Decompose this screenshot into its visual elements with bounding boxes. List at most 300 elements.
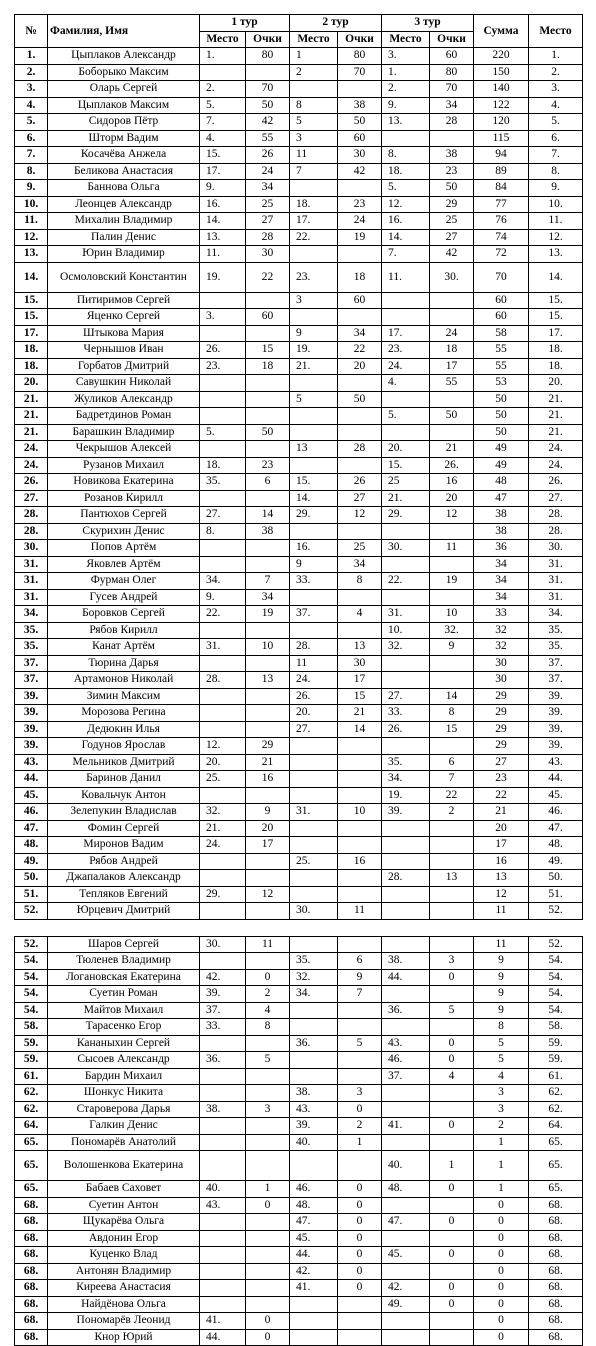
row-number: 6.	[15, 130, 48, 147]
tour2-points: 38	[338, 97, 382, 114]
final-place: 31.	[529, 556, 583, 573]
tour1-place: 19.	[200, 262, 246, 292]
tour3-points: 19	[430, 573, 474, 590]
tour1-points: 4	[246, 1002, 290, 1019]
tour2-points: 9	[338, 969, 382, 986]
tour3-points	[430, 589, 474, 606]
tour2-points	[338, 1296, 382, 1313]
participant-name: Майтов Михаил	[48, 1002, 200, 1019]
total-sum: 84	[474, 180, 529, 197]
tour1-place: 37.	[200, 1002, 246, 1019]
tour3-points: 10	[430, 606, 474, 623]
row-number: 14.	[15, 262, 48, 292]
tour1-points: 20	[246, 820, 290, 837]
tour1-points: 9	[246, 804, 290, 821]
total-sum: 94	[474, 147, 529, 164]
row-number: 18.	[15, 358, 48, 375]
tour2-points	[338, 886, 382, 903]
page-break	[14, 920, 582, 936]
table-row	[15, 292, 583, 309]
tour1-points: 25	[246, 196, 290, 213]
tour1-points: 0	[246, 1197, 290, 1214]
total-sum: 77	[474, 196, 529, 213]
tour3-place: 17.	[382, 325, 430, 342]
tour1-place	[200, 1134, 246, 1151]
tour3-points	[430, 738, 474, 755]
tour2-place: 16.	[290, 540, 338, 557]
tour2-place	[290, 523, 338, 540]
row-number: 59.	[15, 1052, 48, 1069]
total-sum: 89	[474, 163, 529, 180]
row-number: 58.	[15, 1019, 48, 1036]
tour2-place: 39.	[290, 1118, 338, 1135]
total-sum: 21	[474, 804, 529, 821]
tour1-place	[200, 1085, 246, 1102]
tour1-points: 14	[246, 507, 290, 524]
total-sum: 36	[474, 540, 529, 557]
table-row	[15, 771, 583, 788]
tour3-place	[382, 672, 430, 689]
participant-name: Авдонин Егор	[48, 1230, 200, 1247]
tour3-points: 6	[430, 754, 474, 771]
results-table-continued	[14, 936, 583, 1346]
tour2-place	[290, 309, 338, 326]
total-sum: 34	[474, 589, 529, 606]
tour3-place: 24.	[382, 358, 430, 375]
table-row	[15, 1181, 583, 1198]
tour3-points: 0	[430, 1247, 474, 1264]
participant-name: Мельников Дмитрий	[48, 754, 200, 771]
tour3-place: 23.	[382, 342, 430, 359]
tour2-points: 7	[338, 986, 382, 1003]
row-number: 52.	[15, 903, 48, 920]
tour1-place: 32.	[200, 804, 246, 821]
final-place: 34.	[529, 606, 583, 623]
tour3-points: 28	[430, 114, 474, 131]
tour1-place: 1.	[200, 48, 246, 65]
final-place: 21.	[529, 391, 583, 408]
participant-name: Щукарёва Ольга	[48, 1214, 200, 1231]
participant-name: Суетин Антон	[48, 1197, 200, 1214]
tour3-points	[430, 837, 474, 854]
tour2-place: 26.	[290, 688, 338, 705]
final-place: 14.	[529, 262, 583, 292]
participant-name: Питиримов Сергей	[48, 292, 200, 309]
tour2-points	[338, 81, 382, 98]
table-row	[15, 903, 583, 920]
row-number: 37.	[15, 655, 48, 672]
tour1-points: 70	[246, 81, 290, 98]
participant-name: Шторм Вадим	[48, 130, 200, 147]
tour3-points: 9	[430, 639, 474, 656]
tour1-place	[200, 705, 246, 722]
tour1-place	[200, 655, 246, 672]
total-sum: 48	[474, 474, 529, 491]
tour2-points: 34	[338, 325, 382, 342]
tour2-place	[290, 457, 338, 474]
table-row	[15, 375, 583, 392]
tour3-place: 32.	[382, 639, 430, 656]
tour3-points	[430, 1019, 474, 1036]
final-place: 45.	[529, 787, 583, 804]
table-row	[15, 1230, 583, 1247]
row-number: 20.	[15, 375, 48, 392]
tour2-place	[290, 1052, 338, 1069]
final-place: 12.	[529, 229, 583, 246]
tour1-points	[246, 64, 290, 81]
tour1-place	[200, 622, 246, 639]
tour1-points: 12	[246, 886, 290, 903]
final-place: 31.	[529, 573, 583, 590]
tour2-points	[338, 408, 382, 425]
tour3-place: 13.	[382, 114, 430, 131]
row-number: 8.	[15, 163, 48, 180]
table-row	[15, 1002, 583, 1019]
tour3-points: 26.	[430, 457, 474, 474]
table-row	[15, 81, 583, 98]
final-place: 68.	[529, 1313, 583, 1330]
tour2-place: 23.	[290, 262, 338, 292]
tour2-place: 20.	[290, 705, 338, 722]
tour2-place: 1	[290, 48, 338, 65]
tour3-place	[382, 1019, 430, 1036]
table-row	[15, 540, 583, 557]
tour2-place	[290, 622, 338, 639]
participant-name: Тарасенко Егор	[48, 1019, 200, 1036]
participant-name: Барашкин Владимир	[48, 424, 200, 441]
participant-name: Джапалаков Александр	[48, 870, 200, 887]
total-sum: 0	[474, 1263, 529, 1280]
tour1-points: 0	[246, 969, 290, 986]
final-place: 28.	[529, 523, 583, 540]
tour3-points: 60	[430, 48, 474, 65]
tour1-points: 50	[246, 424, 290, 441]
table-row	[15, 837, 583, 854]
tour1-points: 5	[246, 1052, 290, 1069]
tour1-points: 55	[246, 130, 290, 147]
tour2-points: 12	[338, 507, 382, 524]
tour1-points: 30	[246, 246, 290, 263]
tour3-place: 1.	[382, 64, 430, 81]
row-number: 68.	[15, 1197, 48, 1214]
tour3-points	[430, 556, 474, 573]
tour1-points	[246, 1151, 290, 1181]
tour1-points: 10	[246, 639, 290, 656]
tour2-place: 40.	[290, 1134, 338, 1151]
total-sum: 3	[474, 1085, 529, 1102]
tour2-place: 21.	[290, 358, 338, 375]
total-sum: 34	[474, 556, 529, 573]
table-row	[15, 64, 583, 81]
participant-name: Куценко Влад	[48, 1247, 200, 1264]
tour2-points	[338, 1068, 382, 1085]
final-place: 39.	[529, 688, 583, 705]
total-sum: 13	[474, 870, 529, 887]
tour2-points: 0	[338, 1101, 382, 1118]
tour2-place: 9	[290, 325, 338, 342]
row-number: 5.	[15, 114, 48, 131]
participant-name: Леонцев Александр	[48, 196, 200, 213]
total-sum: 76	[474, 213, 529, 230]
table-row	[15, 573, 583, 590]
table-row	[15, 556, 583, 573]
tour2-place	[290, 246, 338, 263]
tour3-points: 14	[430, 688, 474, 705]
total-sum: 0	[474, 1230, 529, 1247]
tour3-place	[382, 820, 430, 837]
tour2-place	[290, 1151, 338, 1181]
tour2-place	[290, 375, 338, 392]
final-place: 7.	[529, 147, 583, 164]
tour3-points	[430, 523, 474, 540]
table-row	[15, 1263, 583, 1280]
table-row	[15, 1085, 583, 1102]
tour3-points: 0	[430, 1118, 474, 1135]
tour2-points: 60	[338, 292, 382, 309]
tour2-points: 80	[338, 48, 382, 65]
tour3-place	[382, 523, 430, 540]
tour2-points	[338, 457, 382, 474]
row-number: 68.	[15, 1263, 48, 1280]
table-row	[15, 622, 583, 639]
final-place: 46.	[529, 804, 583, 821]
tour1-place	[200, 490, 246, 507]
tour2-place: 2	[290, 64, 338, 81]
table-row	[15, 1151, 583, 1181]
row-number: 43.	[15, 754, 48, 771]
total-sum: 0	[474, 1329, 529, 1346]
tour1-points: 18	[246, 358, 290, 375]
row-number: 31.	[15, 573, 48, 590]
participant-name: Пантюхов Сергей	[48, 507, 200, 524]
tour2-points	[338, 309, 382, 326]
tour2-place: 19.	[290, 342, 338, 359]
tour2-points: 27	[338, 490, 382, 507]
tour3-points: 1	[430, 1151, 474, 1181]
table-row	[15, 870, 583, 887]
tour2-points: 10	[338, 804, 382, 821]
row-number: 68.	[15, 1280, 48, 1297]
participant-name: Антонян Владимир	[48, 1263, 200, 1280]
final-place: 2.	[529, 64, 583, 81]
tour3-place	[382, 837, 430, 854]
tour2-points	[338, 1019, 382, 1036]
tour1-points	[246, 705, 290, 722]
tour3-points: 12	[430, 507, 474, 524]
tour3-points	[430, 1329, 474, 1346]
tour1-place: 18.	[200, 457, 246, 474]
participant-name: Боровков Сергей	[48, 606, 200, 623]
final-place: 30.	[529, 540, 583, 557]
tour1-place: 27.	[200, 507, 246, 524]
tour3-points	[430, 1313, 474, 1330]
tour2-place: 41.	[290, 1280, 338, 1297]
tour3-place	[382, 556, 430, 573]
tour3-place: 3.	[382, 48, 430, 65]
total-sum: 16	[474, 853, 529, 870]
final-place: 10.	[529, 196, 583, 213]
tour1-points	[246, 655, 290, 672]
tour2-points	[338, 523, 382, 540]
total-sum: 9	[474, 969, 529, 986]
participant-name: Логановская Екатерина	[48, 969, 200, 986]
row-number: 12.	[15, 229, 48, 246]
tour2-place: 11	[290, 655, 338, 672]
total-sum: 29	[474, 688, 529, 705]
tour3-place: 15.	[382, 457, 430, 474]
tour3-points: 21	[430, 441, 474, 458]
tour1-place: 42.	[200, 969, 246, 986]
tour3-place: 41.	[382, 1118, 430, 1135]
tour3-points	[430, 853, 474, 870]
tour3-place	[382, 1313, 430, 1330]
tour1-place: 23.	[200, 358, 246, 375]
tour2-place: 8	[290, 97, 338, 114]
final-place: 68.	[529, 1329, 583, 1346]
final-place: 68.	[529, 1296, 583, 1313]
tour2-place	[290, 180, 338, 197]
participant-name: Яковлев Артём	[48, 556, 200, 573]
tour1-points	[246, 375, 290, 392]
table-row	[15, 391, 583, 408]
final-place: 52.	[529, 936, 583, 953]
tour3-points: 2	[430, 804, 474, 821]
participant-name: Рузанов Михаил	[48, 457, 200, 474]
tour2-place	[290, 1313, 338, 1330]
row-number: 31.	[15, 589, 48, 606]
table-row	[15, 474, 583, 491]
tour1-points: 42	[246, 114, 290, 131]
table-row	[15, 1329, 583, 1346]
row-number: 62.	[15, 1101, 48, 1118]
table-row	[15, 1019, 583, 1036]
participant-name: Косачёва Анжела	[48, 147, 200, 164]
tour1-place	[200, 1247, 246, 1264]
header-t3-place: Место	[382, 31, 430, 48]
tour1-place: 34.	[200, 573, 246, 590]
tour1-place: 28.	[200, 672, 246, 689]
total-sum: 55	[474, 342, 529, 359]
tour3-points	[430, 1134, 474, 1151]
row-number: 44.	[15, 771, 48, 788]
tour3-place: 47.	[382, 1214, 430, 1231]
total-sum: 50	[474, 408, 529, 425]
tour1-points: 34	[246, 589, 290, 606]
tour3-place: 34.	[382, 771, 430, 788]
tour3-place: 36.	[382, 1002, 430, 1019]
tour1-place	[200, 441, 246, 458]
tour3-points	[430, 1197, 474, 1214]
final-place: 6.	[529, 130, 583, 147]
tour3-points: 3	[430, 953, 474, 970]
participant-name: Савушкин Николай	[48, 375, 200, 392]
tour1-points	[246, 953, 290, 970]
tour3-points: 17	[430, 358, 474, 375]
total-sum: 0	[474, 1296, 529, 1313]
table-row	[15, 229, 583, 246]
tour2-points: 50	[338, 114, 382, 131]
tour2-points: 30	[338, 655, 382, 672]
table-row	[15, 457, 583, 474]
tour3-points	[430, 309, 474, 326]
row-number: 17.	[15, 325, 48, 342]
participant-name: Волошенкова Екатерина	[48, 1151, 200, 1181]
tour2-points: 2	[338, 1118, 382, 1135]
final-place: 35.	[529, 622, 583, 639]
final-place: 58.	[529, 1019, 583, 1036]
final-place: 15.	[529, 309, 583, 326]
row-number: 7.	[15, 147, 48, 164]
final-place: 65.	[529, 1151, 583, 1181]
tour3-place	[382, 903, 430, 920]
row-number: 62.	[15, 1085, 48, 1102]
final-place: 3.	[529, 81, 583, 98]
row-number: 68.	[15, 1296, 48, 1313]
table-row	[15, 655, 583, 672]
table-row	[15, 589, 583, 606]
table-row	[15, 1035, 583, 1052]
table-row	[15, 688, 583, 705]
total-sum: 29	[474, 721, 529, 738]
tour3-points: 5	[430, 1002, 474, 1019]
tour1-place: 24.	[200, 837, 246, 854]
tour2-place	[290, 408, 338, 425]
tour1-place: 22.	[200, 606, 246, 623]
table-row	[15, 97, 583, 114]
table-row	[15, 953, 583, 970]
tour3-place: 26.	[382, 721, 430, 738]
total-sum: 115	[474, 130, 529, 147]
row-number: 45.	[15, 787, 48, 804]
row-number: 21.	[15, 391, 48, 408]
tour2-points: 30	[338, 147, 382, 164]
row-number: 15.	[15, 309, 48, 326]
tour3-points	[430, 936, 474, 953]
tour1-points: 29	[246, 738, 290, 755]
tour2-place: 43.	[290, 1101, 338, 1118]
final-place: 18.	[529, 358, 583, 375]
tour1-points	[246, 1118, 290, 1135]
row-number: 54.	[15, 986, 48, 1003]
tour1-place: 44.	[200, 1329, 246, 1346]
tour1-place: 15.	[200, 147, 246, 164]
final-place: 4.	[529, 97, 583, 114]
tour2-place: 35.	[290, 953, 338, 970]
table-row	[15, 705, 583, 722]
tour2-place	[290, 886, 338, 903]
final-place: 39.	[529, 738, 583, 755]
row-number: 35.	[15, 639, 48, 656]
tour3-points: 27	[430, 229, 474, 246]
tour2-points	[338, 787, 382, 804]
tour3-place	[382, 1329, 430, 1346]
tour1-points	[246, 721, 290, 738]
total-sum: 0	[474, 1247, 529, 1264]
tour2-place	[290, 424, 338, 441]
tour3-place: 30.	[382, 540, 430, 557]
tour3-points: 32.	[430, 622, 474, 639]
table-row	[15, 523, 583, 540]
total-sum: 30	[474, 672, 529, 689]
tour1-place	[200, 721, 246, 738]
tour1-points	[246, 292, 290, 309]
tour2-place: 36.	[290, 1035, 338, 1052]
participant-name: Шонкус Никита	[48, 1085, 200, 1102]
tour1-place: 43.	[200, 1197, 246, 1214]
total-sum: 53	[474, 375, 529, 392]
header-t2-place: Место	[290, 31, 338, 48]
tour3-points: 0	[430, 969, 474, 986]
